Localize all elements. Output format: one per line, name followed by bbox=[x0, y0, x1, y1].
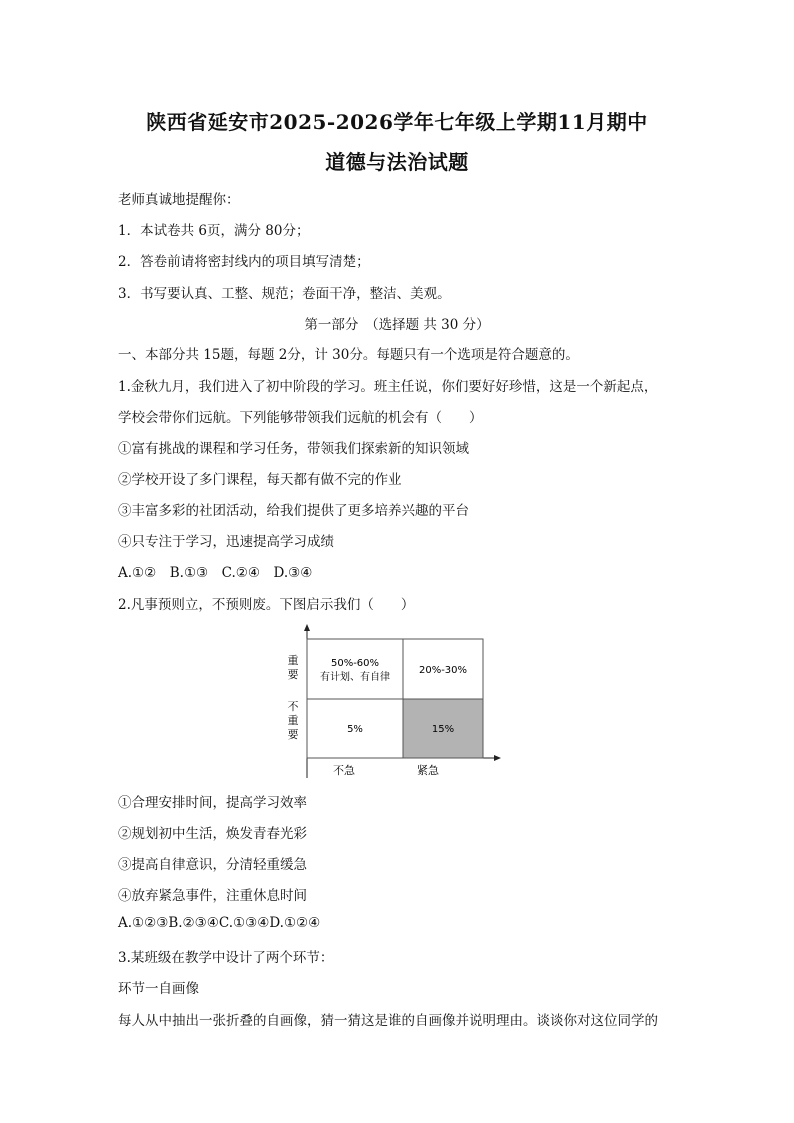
q3-segment-title: 环节一自画像 bbox=[118, 981, 199, 997]
reminder-item-2: 2．答卷前请将密封线内的项目填写清楚； bbox=[118, 254, 370, 270]
q1-stem-line1: 1.金秋九月，我们进入了初中阶段的学习。班主任说，你们要好好珍惜，这是一个新起点， bbox=[118, 379, 658, 395]
q2-stem: 2.凡事预则立，不预则废。下图启示我们（ ） bbox=[118, 597, 415, 613]
q2-option-2: ②规划初中生活，焕发青春光彩 bbox=[118, 826, 307, 842]
q1-option-3: ③丰富多彩的社团活动，给我们提供了更多培养兴趣的平台 bbox=[118, 503, 469, 519]
exam-title-line1: 陕西省延安市2025-2026学年七年级上学期11月期中 bbox=[146, 110, 648, 134]
svg-text:重要: 重要 bbox=[287, 654, 299, 681]
cell-text-5: 5% bbox=[347, 724, 363, 735]
reminder-item-3: 3．书写要认真、工整、规范；卷面干净，整洁、美观。 bbox=[118, 286, 451, 302]
y-axis-arrow bbox=[304, 624, 310, 631]
q2-option-1: ①合理安排时间，提高学习效率 bbox=[118, 795, 307, 811]
x-axis-arrow bbox=[494, 755, 501, 761]
q1-answers: A.①② B.①③ C.②④ D.③④ bbox=[118, 565, 313, 581]
exam-title-line2: 道德与法治试题 bbox=[325, 150, 469, 174]
cell-text-50-60: 50%-60% bbox=[330, 658, 380, 669]
part1-heading: 第一部分 （选择题 共 30 分） bbox=[304, 317, 490, 333]
q3-text-line1: 每人从中抽出一张折叠的自画像，猜一猜这是谁的自画像并说明理由。谈谈你对这位同学的 bbox=[118, 1013, 658, 1029]
reminder-item-1: 1．本试卷共 6页，满分 80分； bbox=[118, 223, 310, 239]
q1-option-2: ②学校开设了多门课程，每天都有做不完的作业 bbox=[118, 472, 402, 488]
q2-option-4: ④放弃紧急事件，注重休息时间 bbox=[118, 888, 307, 904]
y-label-important bbox=[288, 653, 299, 681]
q3-stem: 3.某班级在教学中设计了两个环节： bbox=[118, 950, 334, 966]
section-intro: 一、本部分共 15题，每题 2分，计 30分。每题只有一个选项是符合题意的。 bbox=[118, 347, 579, 363]
x-label-urgent: 紧急 bbox=[417, 764, 439, 777]
cell-text-20-30: 20%-30% bbox=[418, 665, 468, 676]
reminder-heading: 老师真诚地提醒你： bbox=[118, 192, 240, 208]
cell-text-plan: 有计划、有自律 bbox=[320, 672, 390, 683]
cell-important-not-urgent bbox=[307, 639, 403, 699]
q1-stem-line2: 学校会带你们远航。下列能够带领我们远航的机会有（ ） bbox=[118, 410, 483, 426]
cell-text-15: 15% bbox=[431, 724, 455, 735]
x-label-not-urgent: 不急 bbox=[333, 764, 355, 777]
svg-text:不重要: 不重要 bbox=[287, 700, 299, 741]
time-quadrant-chart bbox=[283, 622, 503, 782]
y-label-not-important bbox=[288, 700, 299, 741]
q1-option-1: ①富有挑战的课程和学习任务，带领我们探索新的知识领域 bbox=[118, 441, 469, 457]
q2-answers: A.①②③B.②③④C.①③④D.①②④ bbox=[118, 915, 321, 931]
q2-option-3: ③提高自律意识，分清轻重缓急 bbox=[118, 857, 307, 873]
q1-option-4: ④只专注于学习，迅速提高学习成绩 bbox=[118, 534, 334, 550]
